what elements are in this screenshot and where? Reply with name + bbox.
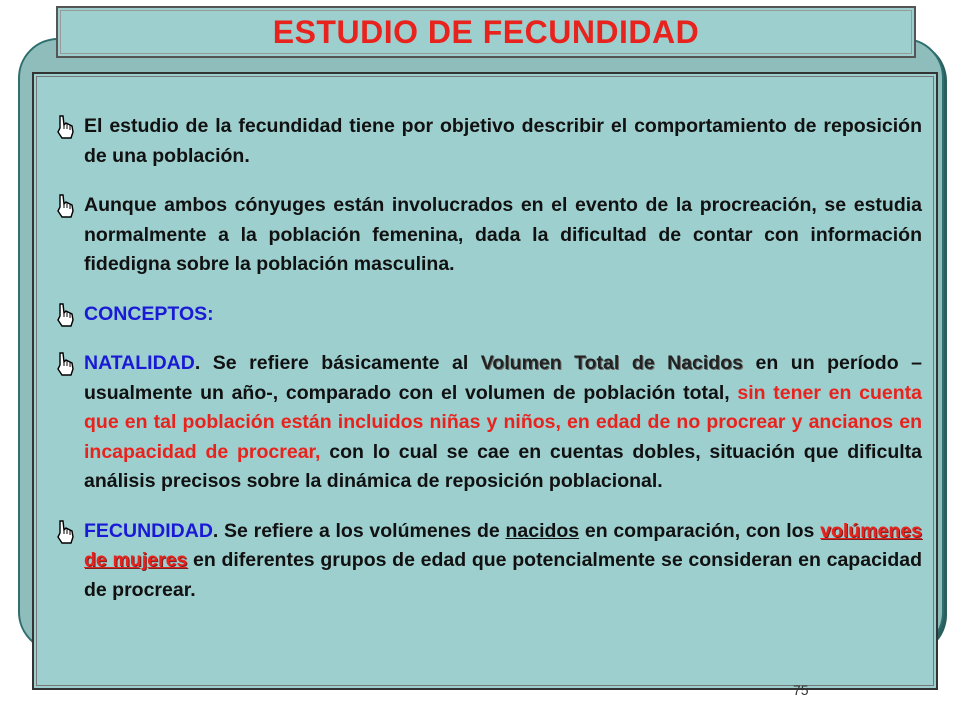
pointing-hand-icon [54,351,76,377]
fecundidad-text-3: en diferentes grupos de edad que potencialmente se consideran en capacidad de procrear. [84,549,922,601]
bullet-natalidad [54,349,922,497]
bullet-text: El estudio de la fecundidad tiene por objetivo describir el comportamiento de reposición de una población. [84,115,922,167]
conceptos-heading: CONCEPTOS: [84,302,214,325]
bullet-text: Aunque ambos cónyuges están involucrados en el evento de la procreación, se estudia normalmente a la población femenina, dada la dificultad de contar con información fidedigna sobre la población masculina. [84,194,922,275]
fecundidad-text-2: en comparación, con los [579,519,821,542]
bullet-list [54,112,922,625]
fecundidad-text-1: . Se refiere a los volúmenes de [212,519,506,542]
natalidad-red-text: sin tener en cuenta que en tal población están incluidos niñas y niños, en edad de no procrear y ancianos en incapacidad de procrear, [84,381,922,463]
natalidad-text-3: con lo cual se cae en cuentas dobles, situación que dificulta análisis precisos sobre la dinámica de reposición poblacional. [84,440,922,492]
slide-title: ESTUDIO DE FECUNDIDAD [272,13,700,50]
pointing-hand-icon [54,519,76,545]
bullet-objetivo [54,112,922,171]
natalidad-text-2: en un período – usualmente un año-, comparado con el volumen de población total, [84,352,922,404]
bullet-conceptos [54,300,922,330]
natalidad-term: NATALIDAD [84,352,195,374]
pointing-hand-icon [54,193,76,219]
pointing-hand-icon [54,302,76,328]
natalidad-text-1: . Se refiere básicamente al [194,352,481,374]
fecundidad-term: FECUNDIDAD [84,519,213,542]
content-panel [32,72,938,690]
bullet-conyuges [54,191,922,280]
page-number: 75 [793,682,809,698]
pointing-hand-icon [54,114,76,140]
volumen-total-nacidos: Volumen Total de Nacidos [480,352,743,374]
nacidos-underlined: nacidos [505,519,580,542]
bullet-fecundidad [54,517,922,606]
title-banner [56,6,916,58]
volumenes-mujeres-underlined: volúmenes de mujeres [84,519,922,571]
